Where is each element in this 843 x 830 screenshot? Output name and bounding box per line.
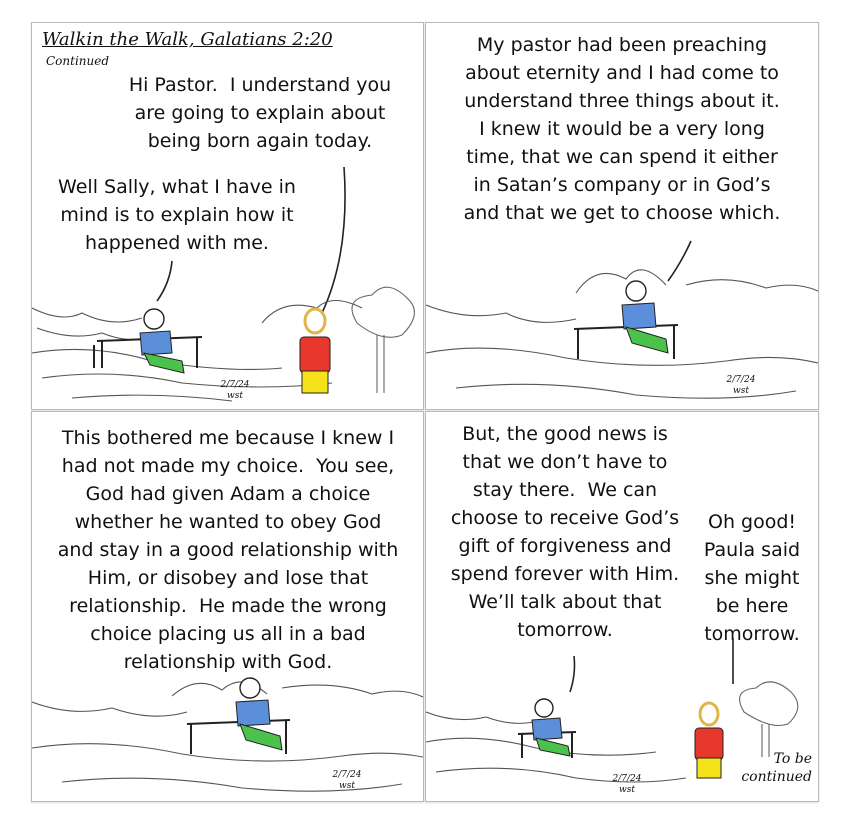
sally-speech-text: Hi Pastor. I understand you are going to explain about being born again today. — [128, 74, 392, 152]
scene-illustration — [426, 23, 818, 409]
pastor-speech-text: My pastor had been preaching about eternity and I had come to understand three things about it. I knew it would be a very long time, that we can spend it either in Satan’s company or in God’s and that we get to choose which. — [463, 34, 781, 224]
to-be-continued-label: To be continued — [741, 751, 812, 785]
comic-panel-3 — [31, 411, 424, 802]
pastor-speech-text: Well Sally, what I have in mind is to explain how it happened with me. — [58, 176, 296, 254]
speech-tail-pastor — [570, 656, 575, 692]
artist-signature: 2/7/24 wst — [332, 770, 362, 791]
artist-signature: 2/7/24 wst — [612, 774, 642, 795]
clouds — [426, 270, 818, 398]
scene-illustration — [32, 412, 423, 801]
continued-label: Continued — [46, 54, 110, 68]
pastor-speech-text: This bothered me because I knew I had not made my choice. You see, God had given Adam a choice whether he wanted to obey God and stay in a good relationship with Him, or disobey and lose that relationship. He made the wrong choice placing us all in a bad relationship with God. — [57, 427, 399, 673]
scene-illustration — [32, 23, 423, 409]
sally-figure — [300, 309, 330, 393]
comic-panel-1 — [31, 22, 424, 410]
artist-signature: 2/7/24 wst — [220, 380, 250, 401]
comic-panel-2 — [425, 22, 819, 410]
tree — [740, 682, 798, 757]
speech-tail-pastor — [668, 241, 691, 281]
artist-signature: 2/7/24 wst — [726, 375, 756, 396]
sally-speech-text: Oh good! Paula said she might be here tomorrow. — [703, 511, 801, 645]
pastor-figure — [236, 678, 282, 750]
scene-illustration — [426, 412, 818, 801]
tree — [352, 287, 414, 393]
comic-title: Walkin the Walk, Galatians 2:20 — [42, 29, 333, 50]
pastor-figure — [140, 309, 184, 373]
speech-tail-pastor — [157, 261, 172, 301]
pastor-figure — [532, 699, 570, 756]
pastor-speech-text: But, the good news is that we don’t have to stay there. We can choose to receive God’s gift of forgiveness and spend forever with Him. We’ll talk about that tomorrow. — [450, 423, 680, 641]
sally-figure — [695, 703, 723, 778]
comic-panel-4 — [425, 411, 819, 802]
speech-tail-sally — [322, 167, 345, 313]
pastor-figure — [622, 281, 668, 353]
clouds — [32, 682, 423, 791]
